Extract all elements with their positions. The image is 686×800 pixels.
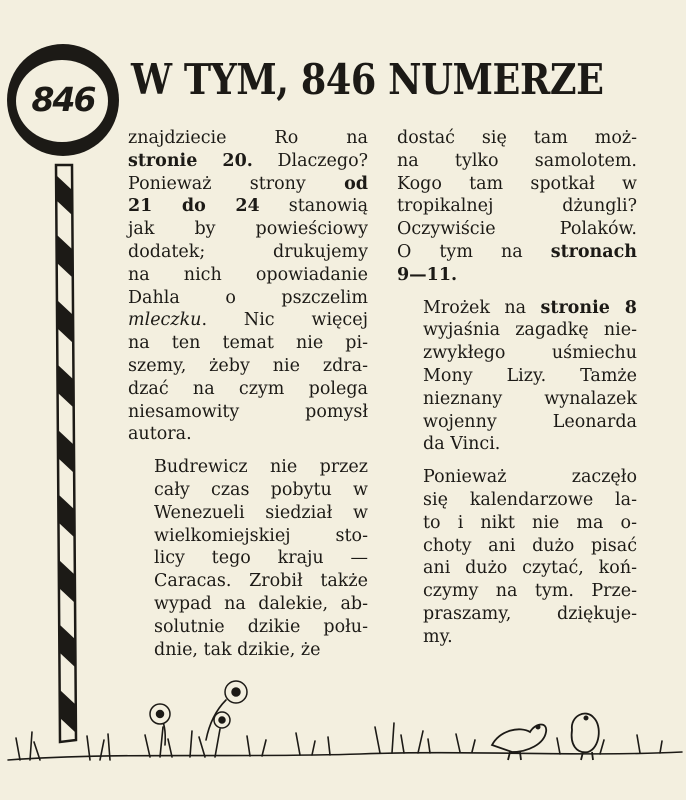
text-run: na tylko samolotem. (397, 150, 637, 171)
text-run: wojenny Leonarda (423, 411, 637, 432)
text-run: Kogo tam spotkał w (397, 173, 637, 194)
text-line (397, 603, 637, 626)
text-run: autora. (128, 424, 192, 445)
text-run: czymy na tym. Prze- (423, 581, 637, 602)
text-run: jak by powieściowy (128, 219, 368, 240)
paragraph (128, 456, 368, 661)
text-line (128, 355, 368, 378)
text-line (397, 241, 637, 264)
text-run: dostać się tam moż- (397, 128, 637, 148)
text-run: tropikalnej dżungli? (397, 196, 637, 217)
text-line (128, 218, 368, 241)
text-line (128, 547, 368, 570)
text-run: wielkomiejskiej sto- (154, 525, 368, 546)
text-run: . Nic więcej (201, 310, 368, 331)
text-run: Mony Lizy. Tamże (423, 365, 637, 386)
text-run: to i nikt nie ma o- (423, 512, 637, 533)
text-run: 9—11. (397, 264, 458, 285)
text-line (128, 378, 368, 401)
text-run: licy tego kraju — (154, 548, 368, 569)
text-run: solutnie dzikie połu- (154, 616, 368, 637)
text-run: praszamy, dziękuje- (423, 603, 637, 624)
paragraph (397, 466, 637, 648)
left-column (128, 127, 368, 661)
paragraph (397, 297, 637, 457)
text-run: zwykłego uśmiechu (423, 343, 637, 364)
text-line (397, 466, 637, 489)
text-line (397, 150, 637, 173)
text-line (128, 309, 368, 332)
text-line (397, 411, 637, 434)
text-line (397, 557, 637, 580)
text-line (128, 150, 368, 173)
text-line (128, 479, 368, 502)
issue-number-badge: 846 (31, 80, 95, 119)
text-run: 21 do 24 (128, 196, 260, 217)
text-line (128, 593, 368, 616)
text-run: dzać na czym polega (128, 378, 368, 399)
text-line (397, 433, 637, 456)
text-run: wyjaśnia zagadkę nie- (423, 320, 637, 341)
text-line (128, 127, 368, 150)
text-run: Ponieważ strony (128, 173, 345, 194)
text-run: stronie 8 (540, 297, 637, 318)
text-run: choty ani dużo pisać (423, 535, 637, 556)
text-run: Budrewicz nie przez (154, 457, 368, 478)
text-run: stanowią (259, 196, 368, 217)
text-line (128, 423, 368, 446)
text-line (128, 287, 368, 310)
text-line (128, 264, 368, 287)
headline: W TYM, 846 NUMERZE (131, 55, 604, 104)
text-line (397, 365, 637, 388)
text-run: O tym na (397, 241, 551, 262)
text-run: Oczywiście Polaków. (397, 219, 637, 240)
text-line (397, 173, 637, 196)
text-line (128, 456, 368, 479)
text-line (128, 332, 368, 355)
text-run: od (344, 173, 368, 194)
text-run: Dahla o pszczelim (128, 287, 368, 308)
text-line (397, 342, 637, 365)
text-run: cały czas pobytu w (154, 479, 368, 500)
text-run: stronie 20. (128, 150, 253, 171)
flower-icon (150, 681, 247, 728)
text-line (128, 241, 368, 264)
text-line (128, 525, 368, 548)
text-line (397, 388, 637, 411)
text-run: dnie, tak dzikie, że (154, 639, 321, 660)
text-line (397, 195, 637, 218)
text-line (128, 195, 368, 218)
text-line (397, 535, 637, 558)
text-run: niesamowity pomysł (128, 401, 368, 422)
text-run: Dlaczego? (252, 150, 368, 171)
text-run: na ten temat nie pi- (128, 333, 368, 354)
text-run: mleczku (128, 310, 202, 331)
text-line (128, 639, 368, 662)
text-line (128, 570, 368, 593)
text-line (128, 401, 368, 424)
text-line (397, 297, 637, 320)
text-run: da Vinci. (423, 434, 501, 455)
text-run: Ponieważ zaczęło (423, 467, 637, 488)
text-line (397, 580, 637, 603)
text-line (128, 616, 368, 639)
text-run: wypad na dalekie, ab- (154, 593, 368, 614)
text-run: ani dużo czytać, koń- (423, 558, 637, 579)
text-line (128, 502, 368, 525)
text-line (397, 319, 637, 342)
text-run: nieznany wynalazek (423, 388, 637, 409)
text-run: znajdziecie Ro na (128, 128, 368, 148)
text-run: Caracas. Zrobił także (154, 571, 368, 592)
text-line (397, 512, 637, 535)
text-line (397, 127, 637, 150)
text-line (397, 264, 637, 287)
right-column (397, 127, 637, 649)
text-line (397, 218, 637, 241)
text-run: na nich opowiadanie (128, 264, 368, 285)
text-run: się kalendarzowe la- (423, 489, 637, 510)
text-line (128, 173, 368, 196)
paragraph (128, 127, 368, 446)
text-run: stronach (550, 241, 637, 262)
text-run: my. (423, 626, 453, 647)
text-run: Wenezueli siedział w (154, 502, 368, 523)
text-line (397, 489, 637, 512)
text-line (397, 626, 637, 649)
paragraph (397, 127, 637, 287)
text-run: szemy, żeby nie zdra- (128, 355, 368, 376)
sign-post (56, 165, 76, 742)
text-run: dodatek; drukujemy (128, 241, 368, 262)
text-run: Mrożek na (423, 297, 541, 318)
